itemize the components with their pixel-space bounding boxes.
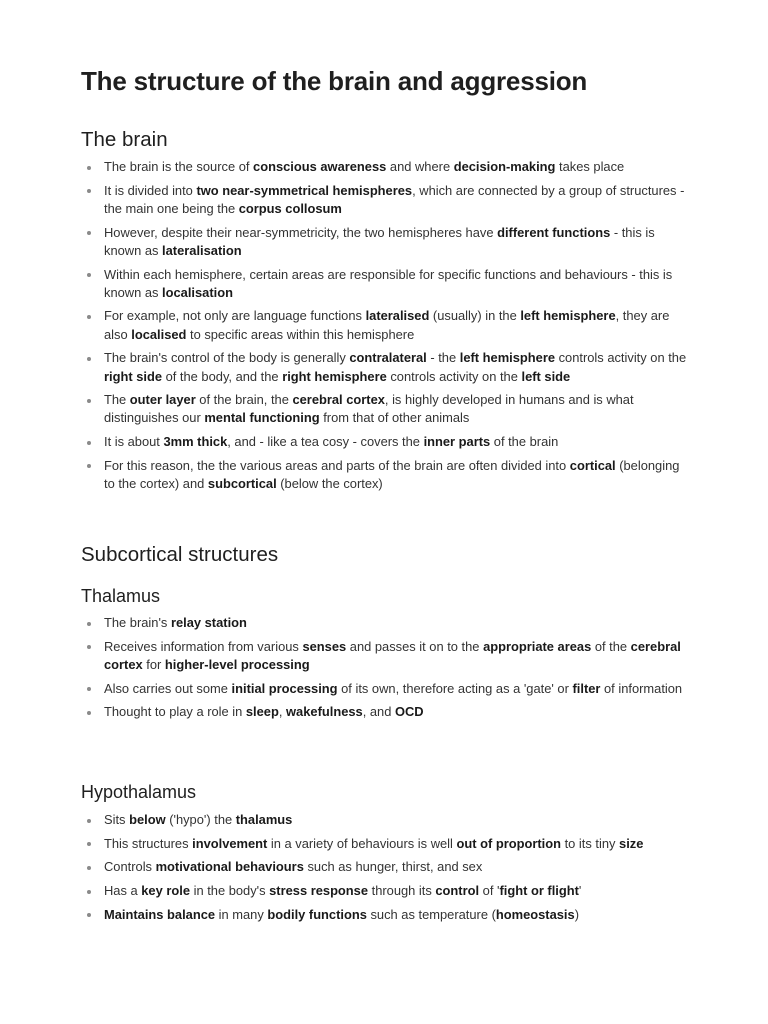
list-item: For this reason, the the various areas and parts of the brain are often divided into cortical (belonging to the cortex) and subcortical (below the cortex) bbox=[81, 457, 691, 493]
list-item: The brain is the source of conscious awareness and where decision-making takes place bbox=[81, 158, 691, 176]
bold-term: sleep bbox=[245, 704, 279, 720]
bold-term: motivational behaviours bbox=[155, 859, 304, 875]
bold-term: different functions bbox=[497, 224, 611, 240]
bold-term: left side bbox=[521, 368, 571, 384]
section-heading-subcortical: Subcortical structures bbox=[81, 543, 279, 566]
bold-term: cerebral cortex bbox=[292, 392, 385, 408]
bold-term: localisation bbox=[162, 284, 233, 300]
bold-term: contralateral bbox=[349, 350, 427, 366]
bold-term: right hemisphere bbox=[282, 368, 387, 384]
bold-term: lateralisation bbox=[162, 242, 242, 258]
bold-term: below bbox=[129, 812, 166, 827]
bold-term: fight or flight bbox=[499, 883, 579, 899]
bold-term: cerebral cortex bbox=[104, 638, 681, 672]
bold-term: involvement bbox=[192, 835, 268, 851]
bold-term: Maintains balance bbox=[104, 906, 216, 922]
bold-term: left hemisphere bbox=[520, 308, 616, 324]
brain-bullet-list bbox=[81, 158, 691, 499]
list-item: This structures involvement in a variety of behaviours is well out of proportion to its tiny size bbox=[81, 835, 691, 853]
bold-term: higher-level processing bbox=[164, 656, 310, 672]
bold-term: thalamus bbox=[235, 812, 293, 827]
bold-term: key role bbox=[141, 883, 190, 899]
bold-term: relay station bbox=[170, 615, 247, 630]
bold-term: stress response bbox=[269, 883, 369, 899]
bold-term: 3mm thick bbox=[163, 434, 228, 450]
bold-term: lateralised bbox=[365, 308, 430, 324]
section-heading-hypothalamus: Hypothalamus bbox=[81, 782, 197, 802]
bold-term: cortical bbox=[569, 457, 616, 473]
bold-term: two near-symmetrical hemispheres bbox=[196, 182, 413, 198]
thalamus-bullet-list bbox=[81, 614, 691, 727]
bold-term: bodily functions bbox=[267, 906, 367, 922]
bold-term: senses bbox=[302, 638, 347, 654]
bold-term: mental functioning bbox=[204, 410, 320, 426]
section-heading-brain: The brain bbox=[81, 128, 168, 151]
bold-term: homeostasis bbox=[495, 906, 575, 922]
list-item: Also carries out some initial processing of its own, therefore acting as a 'gate' or filter of information bbox=[81, 680, 691, 698]
bold-term: inner parts bbox=[423, 434, 491, 450]
list-item: The brain's relay station bbox=[81, 614, 691, 632]
list-item: The brain's control of the body is generally contralateral - the left hemisphere controls activity on the right side of the body, and the right hemisphere controls activity on the left side bbox=[81, 349, 691, 385]
list-item: The outer layer of the brain, the cerebral cortex, is highly developed in humans and is what distinguishes our mental functioning from that of other animals bbox=[81, 391, 691, 427]
bold-term: decision-making bbox=[453, 159, 556, 174]
hypothalamus-bullet-list bbox=[81, 811, 691, 930]
list-item: Receives information from various senses and passes it on to the appropriate areas of the cerebral cortex for higher-level processing bbox=[81, 638, 691, 674]
bold-term: subcortical bbox=[207, 476, 277, 492]
bold-term: out of proportion bbox=[456, 835, 562, 851]
bold-term: left hemisphere bbox=[459, 350, 556, 366]
bold-term: conscious awareness bbox=[253, 159, 387, 174]
list-item: However, despite their near-symmetricity, the two hemispheres have different functions - this is known as lateralisation bbox=[81, 224, 691, 260]
bold-term: size bbox=[619, 835, 644, 851]
section-heading-thalamus: Thalamus bbox=[81, 586, 161, 606]
list-item: It is divided into two near-symmetrical hemispheres, which are connected by a group of structures - the main one being the corpus collosum bbox=[81, 182, 691, 218]
bold-term: corpus collosum bbox=[238, 200, 342, 216]
bold-term: wakefulness bbox=[286, 704, 363, 720]
list-item: It is about 3mm thick, and - like a tea cosy - covers the inner parts of the brain bbox=[81, 433, 691, 451]
list-item: Sits below ('hypo') the thalamus bbox=[81, 811, 691, 829]
bold-term: OCD bbox=[394, 704, 424, 720]
list-item: Within each hemisphere, certain areas are responsible for specific functions and behaviours - this is known as localisation bbox=[81, 266, 691, 302]
bold-term: localised bbox=[131, 326, 187, 342]
list-item: Maintains balance in many bodily functions such as temperature (homeostasis) bbox=[81, 906, 691, 924]
bold-term: filter bbox=[572, 680, 601, 696]
list-item: Thought to play a role in sleep, wakefulness, and OCD bbox=[81, 703, 691, 721]
list-item: Controls motivational behaviours such as hunger, thirst, and sex bbox=[81, 858, 691, 876]
list-item: For example, not only are language functions lateralised (usually) in the left hemisphere, they are also localised to specific areas within this hemisphere bbox=[81, 307, 691, 343]
bold-term: right side bbox=[104, 368, 163, 384]
bold-term: control bbox=[435, 883, 480, 899]
bold-term: appropriate areas bbox=[483, 638, 592, 654]
page-title: The structure of the brain and aggression bbox=[81, 66, 588, 96]
bold-term: outer layer bbox=[129, 392, 196, 408]
list-item: Has a key role in the body's stress response through its control of 'fight or flight' bbox=[81, 882, 691, 900]
bold-term: initial processing bbox=[231, 680, 338, 696]
